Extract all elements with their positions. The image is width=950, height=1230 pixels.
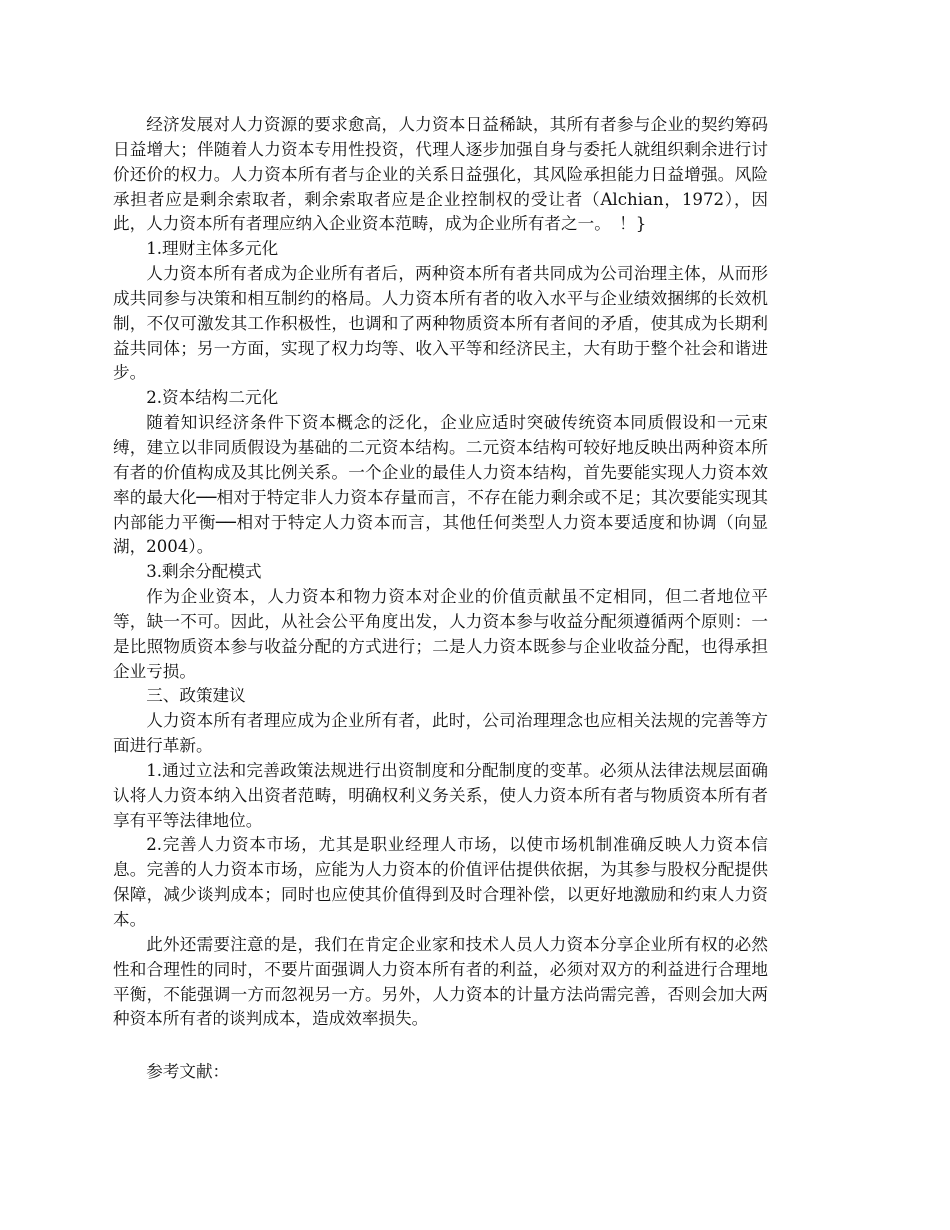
paragraph-financial-subject: 人力资本所有者成为企业所有者后，两种资本所有者共同成为公司治理主体，从而形成共同参与决策和相互制约的格局。人力资本所有者的收入水平与企业绩效捆绑的长效机制，不仅可激发其工作积极性，也调和了两种物质资本所有者间的矛盾，使其成为长期利益共同体；另一方面，实现了权力均等、收入平等和经济民主，大有助于整个社会和谐进步。: [113, 264, 768, 383]
references-heading: 参考文献：: [146, 1062, 230, 1082]
paragraph-surplus-distribution: 作为企业资本，人力资本和物力资本对企业的价值贡献虽不定相同，但二者地位平等，缺一不可。因此，从社会公平角度出发，人力资本参与收益分配须遵循两个原则：一是比照物质资本参与收益分配的方式进行；二是人力资本既参与企业收益分配，也得承担企业亏损。: [113, 587, 768, 681]
heading-capital-structure: 2.资本结构二元化: [146, 388, 279, 408]
heading-financial-subject: 1.理财主体多元化: [146, 239, 279, 259]
paragraph-human-capital-intro: 经济发展对人力资源的要求愈高，人力资本日益稀缺，其所有者参与企业的契约筹码日益增大；伴随着人力资本专用性投资，代理人逐步加强自身与委托人就组织剩余进行讨价还价的权力。人力资本所有者与企业的关系日益强化，其风险承担能力日益增强。风险承担者应是剩余索取者，剩余索取者应是企业控制权的受让者（Alchian，1972），因此，人力资本所有者理应纳入企业资本范畴，成为企业所有者之一。 ！}: [113, 115, 768, 234]
paragraph-policy-intro: 人力资本所有者理应成为企业所有者，此时，公司治理理念也应相关法规的完善等方面进行革新。: [113, 711, 768, 756]
heading-policy-suggestions: 三、政策建议: [146, 686, 246, 706]
paragraph-additional-notes: 此外还需要注意的是，我们在肯定企业家和技术人员人力资本分享企业所有权的必然性和合理性的同时，不要片面强调人力资本所有者的利益，必须对双方的利益进行合理地平衡，不能强调一方而忽视另一方。另外，人力资本的计量方法尚需完善，否则会加大两种资本所有者的谈判成本，造成效率损失。: [113, 934, 768, 1029]
heading-surplus-distribution: 3.剩余分配模式: [146, 562, 262, 582]
paragraph-policy-market: 2.完善人力资本市场，尤其是职业经理人市场，以使市场机制准确反映人力资本信息。完善的人力资本市场，应能为人力资本的价值评估提供依据，为其参与股权分配提供保障，减少谈判成本；同时也应使其价值得到及时合理补偿，以更好地激励和约束人力资本。: [113, 835, 768, 929]
document-body: [113, 113, 768, 1085]
paragraph-capital-structure: 随着知识经济条件下资本概念的泛化，企业应适时突破传统资本同质假设和一元束缚，建立以非同质假设为基础的二元资本结构。二元资本结构可较好地反映出两种资本所有者的价值构成及其比例关系。一个企业的最佳人力资本结构，首先要能实现人力资本效率的最大化──相对于特定非人力资本存量而言，不存在能力剩余或不足；其次要能实现其内部能力平衡──相对于特定人力资本而言，其他任何类型人力资本要适度和协调（向显湖，2004）。: [113, 413, 768, 557]
paragraph-policy-legislation: 1.通过立法和完善政策法规进行出资制度和分配制度的变革。必须从法律法规层面确认将人力资本纳入出资者范畴，明确权利义务关系，使人力资本所有者与物质资本所有者享有平等法律地位。: [113, 760, 768, 830]
